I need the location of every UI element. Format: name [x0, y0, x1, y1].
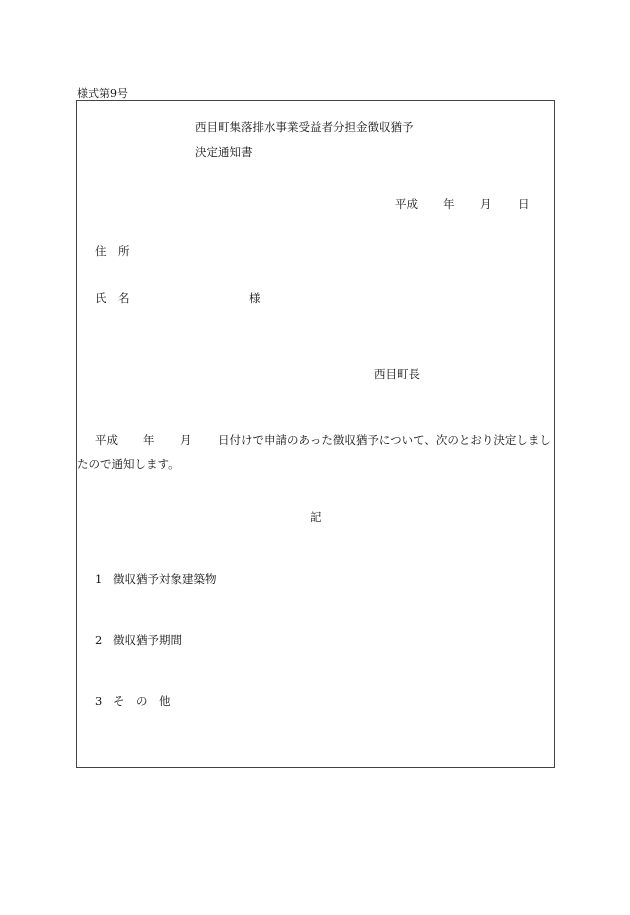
name-honorific: 様	[249, 291, 261, 305]
notice-body	[77, 428, 554, 476]
issue-date	[395, 196, 530, 212]
item-number: 1	[95, 572, 103, 586]
item-number: 2	[95, 633, 103, 647]
list-item	[95, 693, 171, 709]
date-day: 日	[518, 197, 530, 211]
address-label: 住 所	[95, 244, 130, 258]
document-title-line1: 西目町集落排水事業受益者分担金徴収猶予	[195, 120, 414, 134]
ki-heading: 記	[310, 510, 322, 524]
list-item	[95, 632, 182, 648]
body-line-2: たので通知します。	[77, 457, 180, 471]
item-label: そ の 他	[113, 694, 171, 708]
body-month: 月	[180, 433, 192, 447]
body-year: 年	[143, 433, 155, 447]
item-label: 徴収猶予対象建築物	[113, 572, 217, 586]
body-era: 平成	[95, 433, 118, 447]
body-line-1	[77, 428, 554, 452]
body-line1-rest: 日付けで申請のあった徴収猶予について、次のとおり決定しまし	[218, 433, 551, 447]
sender-mayor: 西目町長	[374, 367, 420, 381]
list-item	[95, 571, 217, 587]
form-number: 様式第9号	[77, 87, 128, 100]
date-era: 平成	[395, 197, 418, 211]
date-year: 年	[443, 197, 455, 211]
document-title-line2: 決定通知書	[195, 145, 253, 159]
item-label: 徴収猶予期間	[113, 633, 182, 647]
notice-frame	[76, 100, 555, 768]
date-month: 月	[480, 197, 492, 211]
name-label: 氏 名	[95, 291, 130, 305]
item-number: 3	[95, 694, 103, 708]
